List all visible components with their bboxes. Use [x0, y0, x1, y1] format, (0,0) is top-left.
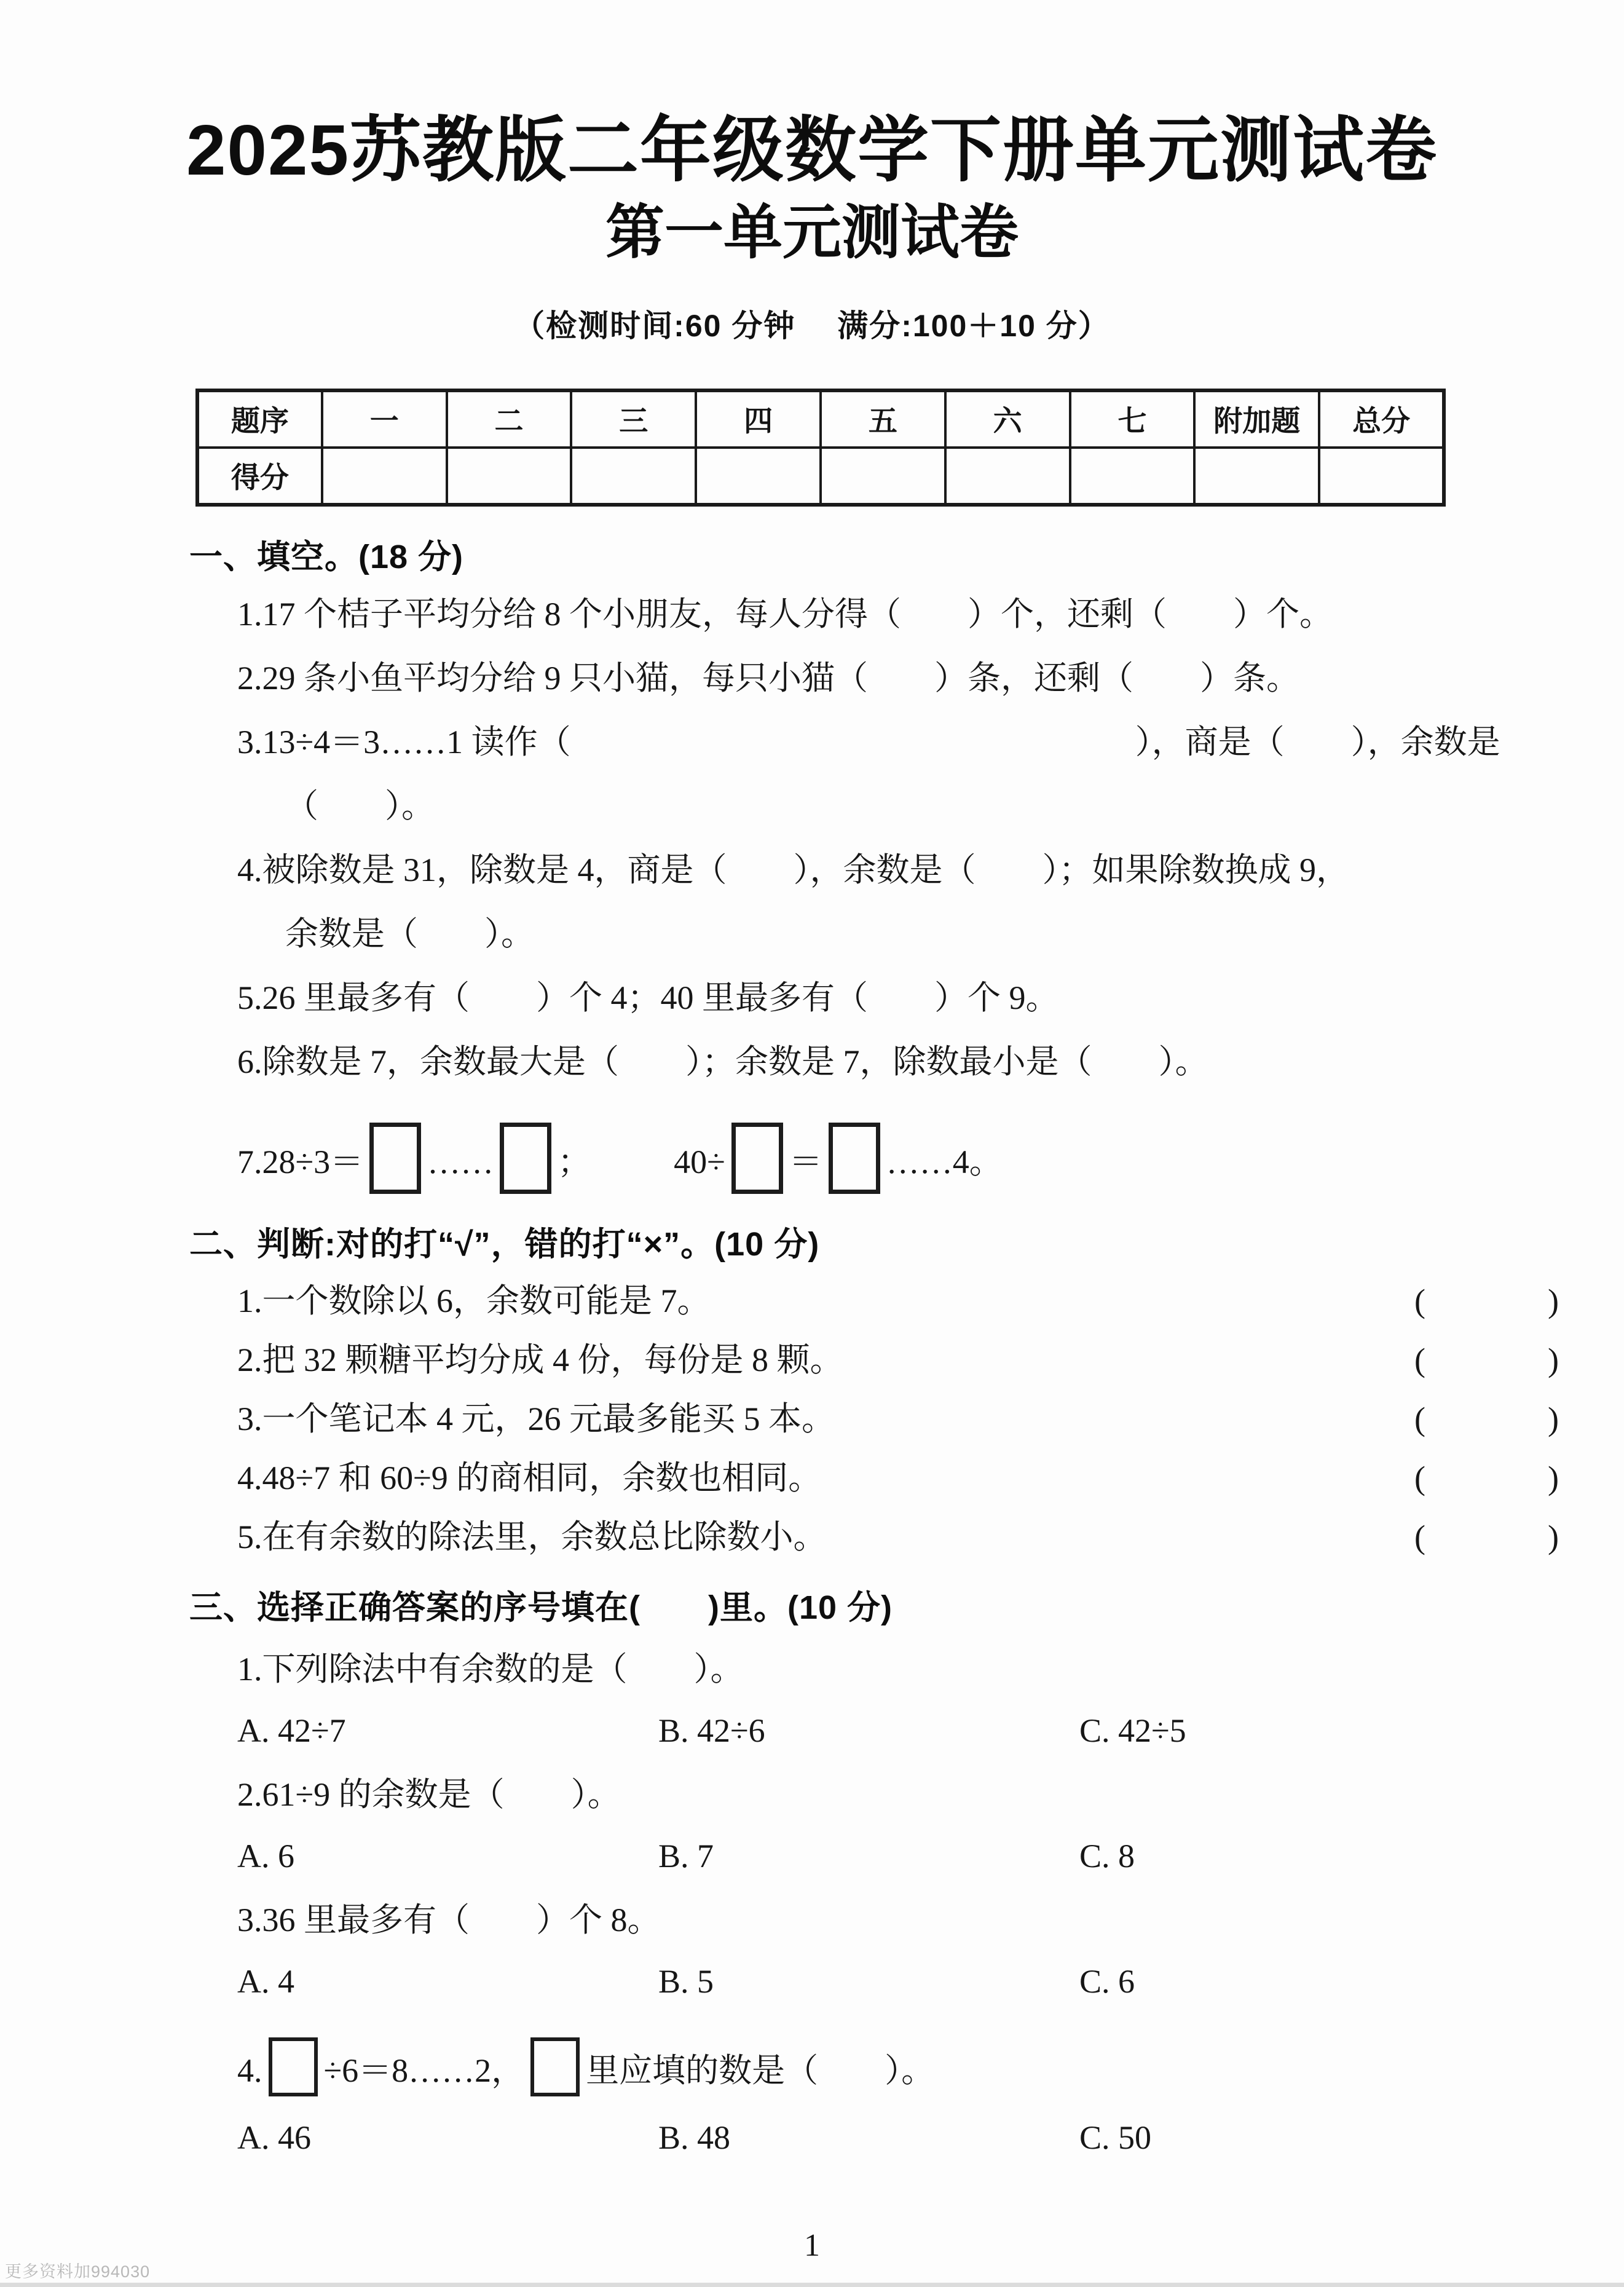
fill-blank-item-6: 6.除数是 7，余数最大是（ ）；余数是 7，除数最小是（ ）。 — [237, 1043, 1208, 1081]
score-table-value-row — [197, 448, 1444, 505]
choice-option-b: B. 42÷6 — [658, 1712, 765, 1749]
fill-blank-item-5: 5.26 里最多有（ ）个 4；40 里最多有（ ）个 9。 — [237, 979, 1059, 1017]
answer-paren — [1414, 1458, 1559, 1498]
choice-option-a: A. 42÷7 — [237, 1712, 346, 1749]
section-1-heading: 一、填空。(18 分) — [189, 538, 464, 575]
paren-close: ) — [1548, 1400, 1559, 1438]
score-value-cell — [696, 448, 821, 505]
score-value-cell — [571, 448, 696, 505]
judge-item-text: 4.48÷7 和 60÷9 的商相同，余数也相同。 — [237, 1459, 822, 1497]
fill-blank-item-4-continuation: 余数是（ ）。 — [285, 915, 534, 953]
score-header-cell: 五 — [821, 390, 945, 448]
score-value-cell — [1194, 448, 1319, 505]
fill-blank-item-2: 2.29 条小鱼平均分给 9 只小猫，每只小猫（ ）条，还剩（ ）条。 — [237, 660, 1299, 697]
score-header-cell: 三 — [571, 390, 696, 448]
fill-blank-item-7-equations: 7.28÷3＝ …… ； 40÷ ＝ ……4。 — [189, 1123, 1559, 1194]
square-blank-box — [829, 1123, 880, 1194]
choice-options-4 — [189, 2117, 1559, 2158]
square-blank-box — [269, 2037, 318, 2096]
exam-title: 2025苏教版二年级数学下册单元测试卷 — [186, 110, 1438, 190]
paren-close: ) — [1548, 1282, 1559, 1320]
judge-item-text: 1.一个数除以 6，余数可能是 7。 — [237, 1282, 711, 1320]
judge-item-3 — [189, 1399, 1559, 1439]
choice-option-b: B. 7 — [658, 1837, 714, 1874]
choice-option-a: A. 4 — [237, 1962, 294, 2000]
fill-blank-item-4: 4.被除数是 31，除数是 4，商是（ ），余数是（ ）；如果除数换成 9， — [237, 851, 1349, 889]
score-value-cell — [821, 448, 945, 505]
bottom-scan-edge — [0, 2283, 1624, 2287]
choice-option-c: C. 50 — [1079, 2119, 1152, 2156]
score-header-cell: 附加题 — [1194, 390, 1319, 448]
exam-subtitle: 第一单元测试卷 — [605, 199, 1019, 266]
answer-paren — [1414, 1340, 1559, 1380]
choice-option-a: A. 6 — [237, 1837, 294, 1874]
section-3-heading: 三、选择正确答案的序号填在( )里。(10 分) — [189, 1589, 893, 1627]
answer-paren — [1414, 1399, 1559, 1439]
paren-open: ( — [1414, 1400, 1425, 1438]
choice-question-1: 1.下列除法中有余数的是（ ）。 — [237, 1650, 744, 1688]
score-header-cell: 总分 — [1319, 390, 1444, 448]
judge-item-5 — [189, 1517, 1559, 1557]
judge-item-text: 2.把 32 颗糖平均分成 4 份，每份是 8 颗。 — [237, 1341, 843, 1379]
score-header-cell: 七 — [1070, 390, 1195, 448]
judge-item-text: 3.一个笔记本 4 元，26 元最多能买 5 本。 — [237, 1400, 835, 1438]
exam-body — [189, 537, 1559, 2158]
score-table-header-row — [197, 390, 1444, 448]
answer-paren — [1414, 1517, 1559, 1557]
choice-option-a: A. 46 — [237, 2119, 311, 2156]
judge-item-text: 5.在有余数的除法里，余数总比除数小。 — [237, 1519, 827, 1556]
choice-option-b: B. 48 — [658, 2119, 731, 2156]
paren-open: ( — [1414, 1341, 1425, 1379]
fill-blank-item-3-continuation: （ ）。 — [285, 788, 435, 825]
square-blank-box — [530, 2037, 580, 2096]
judge-item-2 — [189, 1340, 1559, 1380]
square-blank-box — [369, 1123, 421, 1194]
choice-option-c: C. 42÷5 — [1079, 1712, 1186, 1749]
judge-item-4 — [189, 1458, 1559, 1498]
watermark: 更多资料加994030 — [5, 2262, 151, 2281]
score-value-cell — [447, 448, 572, 505]
score-value-cell — [1319, 448, 1444, 505]
choice-options-3 — [189, 1961, 1559, 2002]
score-row-label: 得分 — [197, 448, 322, 505]
paren-open: ( — [1414, 1459, 1425, 1497]
choice-option-c: C. 8 — [1079, 1837, 1135, 1874]
score-table — [195, 389, 1446, 507]
paren-open: ( — [1414, 1282, 1425, 1320]
choice-options-2 — [189, 1836, 1559, 1876]
square-blank-box — [500, 1123, 551, 1194]
judge-item-1 — [189, 1281, 1559, 1321]
paren-open: ( — [1414, 1519, 1425, 1556]
paren-close: ) — [1548, 1459, 1559, 1497]
exam-meta-info: （检测时间:60 分钟 满分:100＋10 分） — [514, 308, 1110, 343]
fill-blank-item-3: 3.13÷4＝3……1 读作（ ），商是（ ），余数是 — [237, 724, 1500, 761]
score-value-cell — [1070, 448, 1195, 505]
square-blank-box — [731, 1123, 783, 1194]
choice-options-1 — [189, 1710, 1559, 1751]
answer-paren — [1414, 1281, 1559, 1321]
paren-close: ) — [1548, 1519, 1559, 1556]
score-value-cell — [322, 448, 447, 505]
score-header-cell: 题序 — [197, 390, 322, 448]
score-header-cell: 一 — [322, 390, 447, 448]
page-number: 1 — [804, 2228, 820, 2263]
score-header-cell: 六 — [945, 390, 1070, 448]
choice-option-c: C. 6 — [1079, 1962, 1135, 2000]
section-2-heading: 二、判断:对的打“√”，错的打“×”。(10 分) — [189, 1226, 820, 1263]
score-header-cell: 二 — [447, 390, 572, 448]
fill-blank-item-1: 1.17 个桔子平均分给 8 个小朋友，每人分得（ ）个，还剩（ ）个。 — [237, 596, 1333, 633]
choice-option-b: B. 5 — [658, 1962, 714, 2000]
choice-question-4: 4. ÷6＝8……2， 里应填的数是（ ）。 — [189, 2037, 1559, 2096]
paren-close: ) — [1548, 1341, 1559, 1379]
choice-question-2: 2.61÷9 的余数是（ ）。 — [237, 1775, 621, 1813]
choice-question-3: 3.36 里最多有（ ）个 8。 — [237, 1901, 661, 1938]
score-value-cell — [945, 448, 1070, 505]
score-header-cell: 四 — [696, 390, 821, 448]
